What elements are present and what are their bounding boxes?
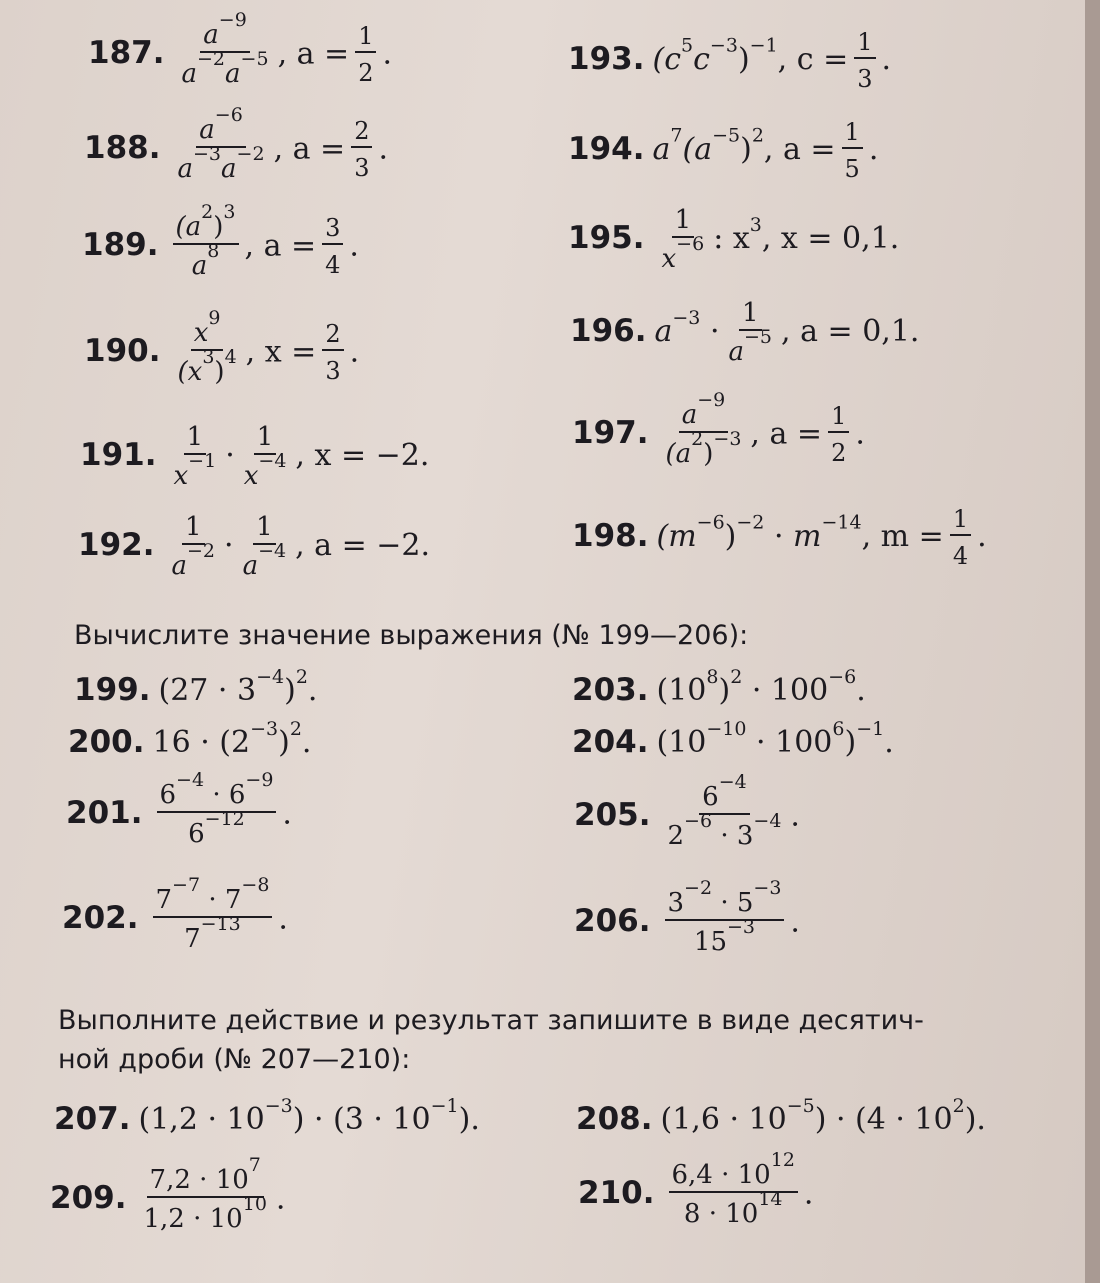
problem-201 [66,769,292,851]
problem-194 [568,118,878,184]
numerator: 1 [950,505,971,536]
section-heading-207-210-line1: Выполните действие и результат запишите в виде десятич- [58,1005,924,1036]
math-term: ) [737,41,750,77]
fraction [171,422,220,492]
math-term: (a [175,212,202,243]
numerator: 1 [739,298,762,331]
numerator: 1 [842,118,863,149]
exponent: 8 [706,665,719,688]
math-term: ) [724,518,737,554]
math-term: : x [713,221,750,257]
problem-number: 210. [578,1175,655,1212]
problem-191 [80,422,429,492]
math-term: (1,2 · 10 [138,1102,265,1137]
problem-193 [568,28,891,94]
exponent: 2 [289,717,302,740]
problem-number: 198. [572,517,649,554]
math-term: · 3 [712,821,754,852]
problem-number: 187. [88,35,165,72]
math-term: 6,4 · 10 [671,1160,771,1191]
math-term: · 100 [746,725,833,760]
exponent: 2 [952,1094,965,1117]
math-term: 6 [702,782,719,813]
math-term: , x = 0,1. [761,221,900,257]
problem-number: 204. [572,724,649,760]
denominator: 5 [844,154,860,183]
math-term: m [793,518,822,554]
fraction [355,22,376,88]
math-term: , a = [244,228,317,264]
fraction [950,505,971,571]
denominator: 4 [952,541,969,570]
math-term: 6 [159,780,177,811]
math-term: ) [740,131,752,167]
math-term: . [307,673,318,708]
math-term: 16 · (2 [152,725,251,760]
exponent: −2 [197,48,226,71]
problem-202 [62,874,288,956]
math-term: ) · (3 · 10 [292,1102,431,1137]
problem-number: 203. [572,672,649,708]
math-term: ). [964,1102,986,1137]
denominator [681,1188,786,1230]
math-term: ) · (4 · 10 [814,1102,953,1137]
denominator [691,916,758,958]
math-term: c [693,41,710,77]
denominator [179,48,272,90]
exponent: −4 [258,540,287,563]
math-term: , a = 0,1. [781,314,920,350]
problem-205 [574,771,800,853]
problem-210 [578,1149,814,1231]
math-term: x [193,318,209,349]
math-term: a [171,551,188,582]
exponent: −7 [172,874,201,896]
problem-number: 205. [574,797,651,834]
math-term: 8 · 10 [683,1199,759,1230]
exponent: −3 [727,916,756,939]
denominator [189,240,223,282]
denominator [181,913,244,955]
problem-197 [572,389,865,471]
problem-number: 192. [78,527,155,564]
math-term: 7 [184,924,201,955]
math-term: · [709,314,720,350]
denominator [169,540,219,582]
math-term: , c = [777,41,849,77]
exponent: 2 [691,428,704,451]
math-term: · 100 [742,673,829,708]
numerator: 1 [355,22,376,53]
problem-number: 199. [74,672,151,708]
math-term: · 7 [200,885,242,916]
problem-number: 208. [576,1101,653,1137]
problem-198 [572,505,987,571]
math-term: . [275,1181,286,1217]
problem-number: 209. [50,1180,127,1217]
exponent: −3 [250,717,279,740]
problem-number: 190. [84,333,161,370]
denominator: 3 [354,154,370,183]
fraction [241,422,290,492]
problem-190 [84,307,360,389]
exponent: 5 [681,34,694,57]
problem-195 [568,205,899,275]
page-edge [1085,0,1100,1283]
exponent: −4 [256,665,285,688]
denominator [175,143,268,185]
math-term: x [243,461,259,492]
math-term: . [856,673,866,708]
exponent: −9 [245,769,274,791]
numerator: 3 [322,214,343,245]
denominator [185,808,248,850]
numerator: 1 [672,205,695,238]
problem-207 [54,1094,480,1137]
exponent: −4 [258,450,287,473]
math-term: · 6 [204,780,246,811]
exponent: −1 [430,1094,459,1117]
exponent: −4 [176,769,205,791]
math-term: a [654,314,673,350]
exponent: −9 [218,9,247,31]
math-term: . [301,725,312,760]
denominator [240,540,290,582]
fraction [659,205,708,275]
exponent: 7 [670,124,683,147]
exponent: −3 [264,1094,293,1117]
problem-number: 196. [570,313,647,350]
problem-number: 201. [66,795,143,832]
math-term: · [773,518,784,554]
exponent: 7 [248,1154,261,1176]
exponent: −1 [749,34,778,57]
math-term: , x = −2. [295,438,430,474]
problem-208 [576,1094,986,1137]
numerator: 1 [254,422,277,455]
denominator [663,428,745,470]
exponent: 9 [208,307,221,329]
exponent: −6 [696,511,725,534]
math-term: ). [458,1102,480,1137]
math-term: . [349,334,360,370]
problem-number: 206. [574,903,651,940]
math-term: . [349,228,359,264]
exponent: −14 [821,511,862,534]
fraction [175,307,240,389]
math-term: a [199,115,215,146]
exponent: 2 [751,124,764,147]
math-term: · 5 [712,888,754,919]
fraction [665,771,785,853]
denominator [141,1193,270,1235]
problem-number: 200. [68,724,145,760]
math-term: (m [656,518,697,554]
problem-187 [88,9,393,91]
fraction [828,402,849,468]
fraction [240,512,290,582]
math-term: 7 [155,885,173,916]
fraction [179,9,272,91]
math-term: (10 [656,725,707,760]
math-term: ) [213,212,224,243]
fraction [141,1154,270,1236]
math-term: . [790,798,800,834]
denominator: 2 [358,59,374,88]
math-term: x [661,244,677,275]
problem-number: 194. [568,130,645,167]
math-term: x [173,461,189,492]
exponent: −6 [828,665,857,688]
math-term: , a = [273,131,346,167]
math-term: a [181,59,198,90]
problem-number: 191. [80,437,157,474]
exponent: −13 [200,913,241,936]
numerator: 1 [828,402,849,433]
fraction [157,769,277,851]
denominator [665,810,785,852]
exponent: 3 [223,201,236,223]
numerator [173,201,239,245]
math-term: . [382,36,393,72]
problem-203 [572,665,866,708]
math-term: ) [844,725,857,760]
exponent: 12 [770,1149,795,1171]
exponent: 6 [832,717,845,740]
section-heading-207-210-line2: ной дроби (№ 207—210): [58,1044,411,1075]
numerator: 1 [184,422,207,455]
math-term: . [868,131,879,167]
numerator: 2 [351,117,372,148]
exponent: −10 [706,717,747,740]
math-term: (a [665,439,692,470]
fraction [726,298,776,368]
math-term: . [977,518,987,554]
math-term: 7,2 · 10 [149,1165,249,1196]
math-term: , a = [763,131,836,167]
math-term: , a = [277,36,350,72]
fraction [351,117,372,183]
exponent: −6 [214,104,243,126]
problem-188 [84,104,389,186]
fraction [854,28,875,94]
problem-number: 207. [54,1101,131,1137]
math-term: , a = −2. [295,528,431,564]
problem-200 [68,717,312,760]
exponent: −5 [786,1094,815,1117]
exponent: 4 [224,346,237,369]
exponent: −12 [204,808,245,831]
denominator [241,450,290,492]
exponent: −9 [697,389,726,411]
exponent: −2 [187,540,216,563]
math-term: a [728,337,745,368]
fraction [663,389,745,471]
problem-number: 202. [62,900,139,937]
exponent: 8 [207,240,220,263]
fraction [842,118,863,184]
problem-209 [50,1154,286,1236]
section-heading-199-206: Вычислите значение выражения (№ 199—206): [74,620,749,651]
math-term: ) [278,725,290,760]
numerator: 1 [854,28,875,59]
math-term: ) [284,673,296,708]
math-term: . [884,725,894,760]
math-term: a [221,154,237,185]
fraction [322,320,343,386]
exponent: −2 [236,143,265,166]
math-term: a [652,131,671,167]
math-term: a [203,20,219,51]
exponent: 3 [202,346,215,369]
problem-192 [78,512,430,582]
exponent: −6 [676,233,705,256]
math-term: ) [703,439,714,470]
exponent: 2 [201,201,214,223]
math-term: (27 · 3 [158,673,257,708]
problem-206 [574,877,800,959]
fraction [175,104,268,186]
math-term: . [378,131,389,167]
exponent: 3 [749,214,762,237]
math-term: (1,6 · 10 [660,1102,787,1137]
problem-196 [570,298,919,368]
math-term: · [225,438,235,474]
exponent: −3 [753,877,782,899]
exponent: −4 [718,771,747,793]
denominator [726,326,776,368]
math-term: (a [682,131,713,167]
problem-number: 193. [568,40,645,77]
math-term: , m = [861,518,944,554]
fraction [322,214,343,280]
denominator: 3 [857,64,873,93]
math-term: . [278,901,288,937]
numerator: 2 [322,320,343,351]
denominator: 3 [325,357,341,386]
exponent: −5 [240,48,269,71]
numerator: 1 [182,512,205,545]
exponent: −5 [712,124,741,147]
fraction [153,874,273,956]
exponent: −3 [672,307,701,330]
math-term: 15 [693,927,727,958]
math-term: . [803,1176,814,1212]
problem-number: 195. [568,220,645,257]
math-term: a [177,154,194,185]
math-term: . [881,41,892,77]
math-term: , x = [245,334,317,370]
math-term: 6 [188,819,205,850]
fraction [169,512,219,582]
exponent: −2 [684,877,713,899]
exponent: 2 [730,665,743,688]
denominator [171,450,220,492]
problem-number: 188. [84,130,161,167]
denominator: 2 [831,439,847,468]
math-term: a [242,551,259,582]
exponent: −4 [753,810,782,833]
math-term: . [282,796,292,832]
math-term: · [224,528,234,564]
problem-189 [82,201,359,283]
exponent: 2 [295,665,308,688]
math-term: ) [718,673,731,708]
math-term: , a = [750,416,823,452]
denominator [659,233,708,275]
math-term: (10 [656,673,707,708]
numerator: 1 [253,512,276,545]
exponent: −6 [684,810,713,833]
fraction [669,1149,798,1231]
problem-number: 197. [572,415,649,452]
exponent: 10 [242,1193,267,1216]
problem-199 [74,665,318,708]
exponent: −2 [736,511,765,534]
math-term: (c [652,41,682,77]
exponent: 14 [758,1188,783,1211]
exponent: −5 [744,326,773,349]
math-term: 3 [667,888,685,919]
math-term: . [855,416,865,452]
exponent: −3 [709,34,738,57]
exponent: −3 [193,143,222,166]
problem-number: 189. [82,227,159,264]
denominator [175,346,240,388]
exponent: −1 [856,717,885,740]
math-term: a [191,251,208,282]
problem-204 [572,717,894,760]
math-term: 1,2 · 10 [143,1204,243,1235]
numerator [665,877,785,921]
math-term: . [790,904,800,940]
math-term: ) [214,357,225,388]
denominator: 4 [325,251,341,280]
math-term: a [225,59,241,90]
fraction [173,201,239,283]
exponent: −1 [188,450,217,473]
math-term: 2 [667,821,685,852]
exponent: −3 [713,428,742,451]
fraction [665,877,785,959]
exponent: −8 [241,874,270,896]
math-term: (x [177,357,203,388]
math-term: a [681,400,698,431]
